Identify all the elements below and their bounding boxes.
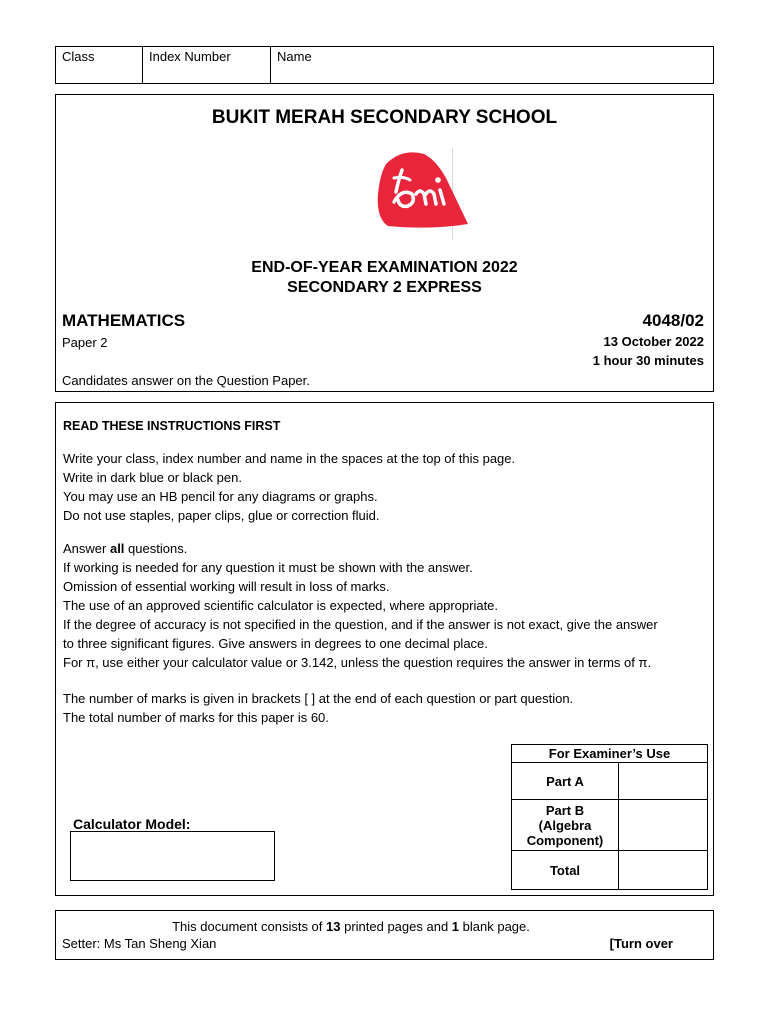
subject-title: MATHEMATICS (62, 311, 186, 330)
doc-mid: printed pages and (340, 919, 452, 934)
part-b-line1: Part B (545, 802, 585, 818)
candidate-details-table (55, 46, 714, 84)
instruction-line: Omission of essential working will result in loss of marks. (63, 579, 390, 594)
instruction-line: The total number of marks for this paper is 60. (63, 710, 329, 725)
footer-box (55, 910, 714, 960)
instructions-box (55, 402, 714, 896)
blank-pages-count: 1 (451, 919, 460, 934)
part-a-score-cell[interactable] (619, 763, 708, 800)
answer-location-note: Candidates answer on the Question Paper. (62, 373, 310, 388)
instructions-heading: READ THESE INSTRUCTIONS FIRST (63, 419, 281, 433)
instructions-group-marks (63, 689, 703, 727)
instruction-line: to three significant figures. Give answers in degrees to one decimal place. (63, 636, 488, 651)
answer-post: questions. (124, 541, 188, 556)
instruction-line: Write your class, index number and name in the spaces at the top of this page. (63, 451, 516, 466)
page-count-note (56, 919, 646, 934)
instruction-line: Write in dark blue or black pen. (63, 470, 242, 485)
total-label: Total (512, 851, 619, 890)
answer-pre: Answer (63, 541, 110, 556)
instruction-line: If working is needed for any question it must be shown with the answer. (63, 560, 473, 575)
answer-all-emphasis: all (109, 541, 125, 556)
part-b-score-cell[interactable] (619, 800, 708, 851)
examiner-use-heading: For Examiner’s Use (512, 745, 708, 763)
instruction-line: The use of an approved scientific calculator is expected, where appropriate. (63, 598, 499, 613)
part-b-label (512, 800, 619, 851)
exam-title-line2: SECONDARY 2 EXPRESS (287, 279, 482, 296)
exam-title-line1: END-OF-YEAR EXAMINATION 2022 (251, 259, 518, 276)
instructions-group-answering (63, 539, 703, 672)
instruction-line: You may use an HB pencil for any diagrams or graphs. (63, 489, 378, 504)
instruction-line-answer-all (63, 539, 703, 558)
class-cell[interactable] (56, 47, 143, 83)
printed-pages-count: 13 (326, 919, 341, 934)
paper-number: Paper 2 (62, 335, 108, 350)
class-label: Class (62, 49, 95, 64)
exam-duration: 1 hour 30 minutes (592, 353, 704, 368)
total-score-cell[interactable] (619, 851, 708, 890)
setter-name: Setter: Ms Tan Sheng Xian (62, 936, 217, 951)
turn-over-note: [Turn over (609, 936, 673, 951)
calculator-model-label: Calculator Model: (73, 816, 191, 832)
paper-code: 4048/02 (642, 311, 704, 330)
doc-post: blank page. (459, 919, 530, 934)
cover-title-box (55, 94, 714, 392)
instruction-line: For π, use either your calculator value or 3.142, unless the question requires the answer in terms of π. (63, 655, 652, 670)
name-cell[interactable] (271, 47, 713, 83)
exam-date: 13 October 2022 (603, 334, 704, 349)
index-number-cell[interactable] (143, 47, 271, 83)
part-b-line2: (Algebra (538, 817, 592, 833)
school-crest-icon (372, 148, 472, 232)
part-a-label: Part A (512, 763, 619, 800)
doc-pre: This document consists of (172, 919, 327, 934)
instructions-group-general (63, 449, 703, 525)
calculator-model-field[interactable] (70, 831, 275, 881)
instruction-line: Do not use staples, paper clips, glue or correction fluid. (63, 508, 380, 523)
part-b-line3: Component) (526, 832, 604, 848)
instruction-line: If the degree of accuracy is not specified in the question, and if the answer is not exact, give the answer (63, 617, 658, 632)
index-number-label: Index Number (149, 49, 231, 64)
name-label: Name (277, 49, 312, 64)
examiner-use-table (511, 744, 708, 890)
instruction-line: The number of marks is given in brackets [ ] at the end of each question or part question. (63, 691, 574, 706)
school-name: BUKIT MERAH SECONDARY SCHOOL (211, 107, 558, 128)
